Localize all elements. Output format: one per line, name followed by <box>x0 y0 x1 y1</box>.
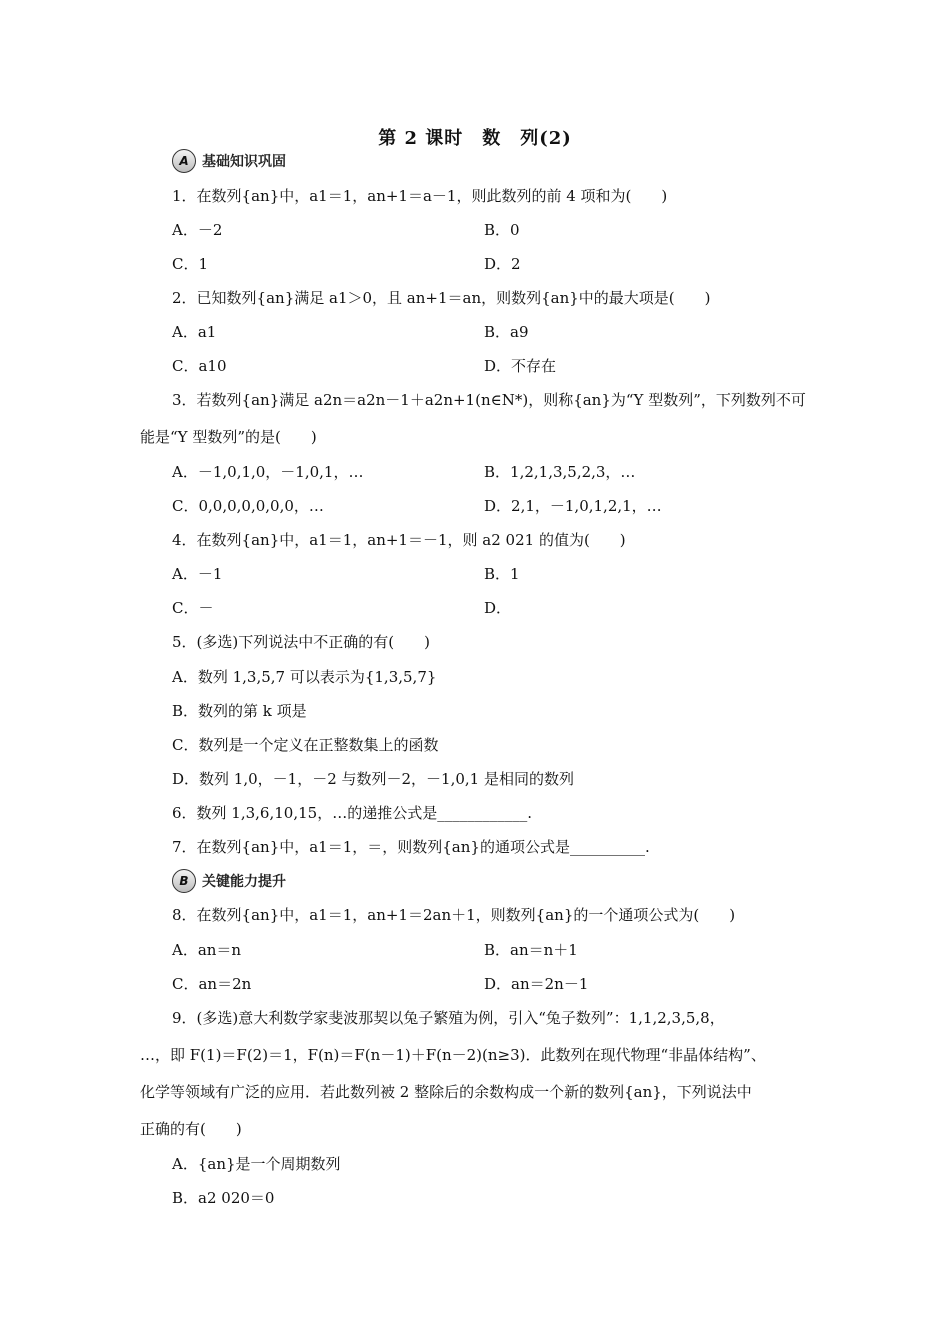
question-9-line-1: 9．(多选)意大利数学家斐波那契以兔子繁殖为例，引入“兔子数列”：1,1,2,3,5,8， <box>172 1009 725 1027</box>
q3-option-b: B．1,2,1,3,5,2,3，… <box>484 463 636 481</box>
q9-option-a: A．{an}是一个周期数列 <box>172 1155 341 1173</box>
q5-option-c: C．数列是一个定义在正整数集上的函数 <box>172 736 439 754</box>
q1-option-c: C．1 <box>172 255 209 273</box>
question-9-line-2: …，即 F(1)＝F(2)＝1，F(n)＝F(n－1)＋F(n－2)(n≥3)．此数列在现代物理“非晶体结构”、 <box>140 1046 766 1064</box>
q5-option-a: A．数列 1,3,5,7 可以表示为{1,3,5,7} <box>172 668 437 686</box>
q3-option-a: A．－1,0,1,0，－1,0,1，… <box>172 463 364 481</box>
q1-option-d: D．2 <box>484 255 521 273</box>
question-7: 7．在数列{an}中，a1＝1，＝，则数列{an}的通项公式是__________. <box>172 838 650 856</box>
question-3-line-2: 能是“Y 型数列”的是( ) <box>140 428 317 446</box>
question-6: 6．数列 1,3,6,10,15，…的递推公式是____________. <box>172 804 532 822</box>
q8-option-c: C．an＝2n <box>172 975 252 993</box>
q8-option-a: A．an＝n <box>172 941 242 959</box>
question-8: 8．在数列{an}中，a1＝1，an+1＝2an＋1，则数列{an}的一个通项公式为( ) <box>172 906 736 924</box>
q2-option-c: C．a10 <box>172 357 227 375</box>
q1-option-b: B．0 <box>484 221 520 239</box>
section-header-basic <box>172 149 286 173</box>
q4-option-c: C．－ <box>172 599 214 617</box>
section-b-label: 关键能力提升 <box>202 874 286 890</box>
question-1: 1．在数列{an}中，a1＝1，an+1＝a－1，则此数列的前 4 项和为( ) <box>172 187 668 205</box>
q5-option-b: B．数列的第 k 项是 <box>172 702 307 720</box>
q2-option-b: B．a9 <box>484 323 529 341</box>
q1-option-a: A．－2 <box>172 221 223 239</box>
section-header-advanced <box>172 869 286 893</box>
question-4: 4．在数列{an}中，a1＝1，an+1＝－1，则 a2 021 的值为( ) <box>172 531 626 549</box>
q4-option-b: B．1 <box>484 565 520 583</box>
page-title: 第 2 课时 数 列(2) <box>378 128 572 149</box>
q4-option-d: D． <box>484 599 512 617</box>
section-a-badge-icon: A <box>172 149 196 173</box>
question-3-line-1: 3．若数列{an}满足 a2n＝a2n－1＋a2n+1(n∈N*)，则称{an}为“Y 型数列”，下列数列不可 <box>172 391 806 409</box>
q3-option-d: D．2,1，－1,0,1,2,1，… <box>484 497 662 515</box>
q4-option-a: A．－1 <box>172 565 223 583</box>
question-5: 5．(多选)下列说法中不正确的有( ) <box>172 633 430 651</box>
q5-option-d: D．数列 1,0，－1，－2 与数列－2，－1,0,1 是相同的数列 <box>172 770 574 788</box>
question-9-line-3: 化学等领域有广泛的应用．若此数列被 2 整除后的余数构成一个新的数列{an}，下列说法中 <box>140 1083 752 1101</box>
section-b-badge-icon: B <box>172 869 196 893</box>
q8-option-b: B．an＝n＋1 <box>484 941 578 959</box>
q8-option-d: D．an＝2n－1 <box>484 975 589 993</box>
section-a-label: 基础知识巩固 <box>202 154 286 170</box>
question-2: 2．已知数列{an}满足 a1＞0，且 an+1＝an，则数列{an}中的最大项是( ) <box>172 289 711 307</box>
q2-option-d: D．不存在 <box>484 357 557 375</box>
q3-option-c: C．0,0,0,0,0,0,0，… <box>172 497 324 515</box>
q2-option-a: A．a1 <box>172 323 217 341</box>
question-9-line-4: 正确的有( ) <box>140 1120 242 1138</box>
q9-option-b: B．a2 020＝0 <box>172 1189 275 1207</box>
